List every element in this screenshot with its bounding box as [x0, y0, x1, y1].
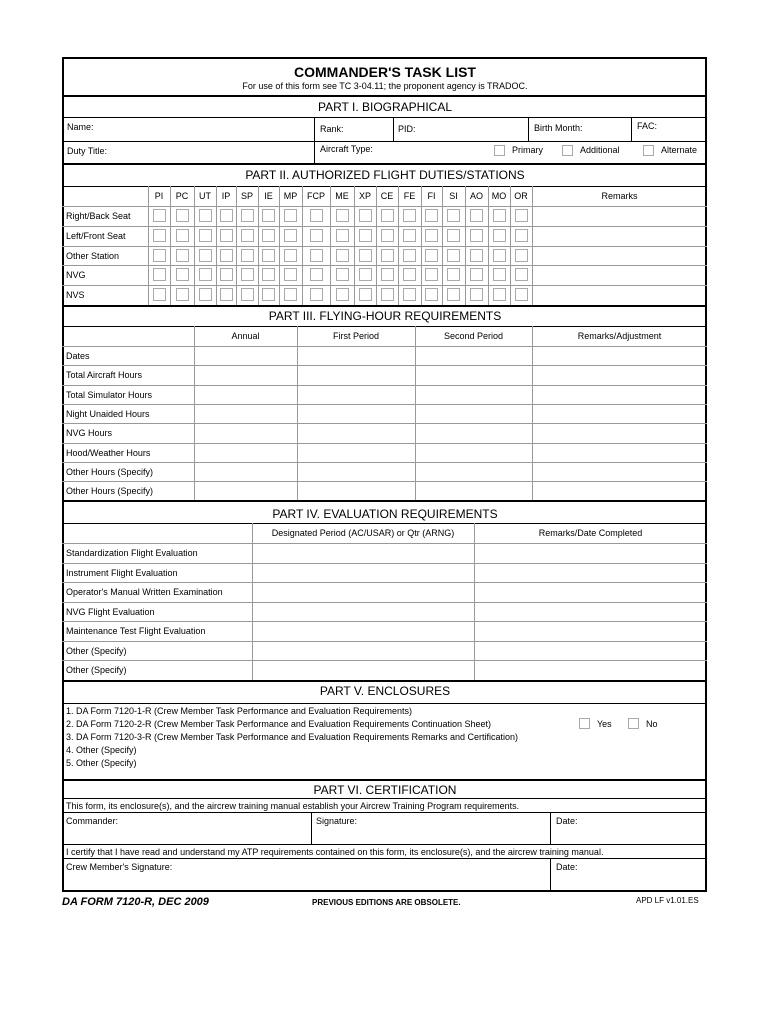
eval-input-cell[interactable]	[253, 622, 473, 640]
hours-input-cell[interactable]	[298, 463, 414, 480]
hours-row-label: Night Unaided Hours	[66, 409, 150, 419]
eval-input-cell[interactable]	[475, 642, 706, 659]
hours-input-cell[interactable]	[533, 444, 706, 461]
duty-checkbox[interactable]	[336, 249, 349, 262]
duty-checkbox[interactable]	[153, 209, 166, 222]
duty-checkbox[interactable]	[470, 249, 483, 262]
primary-checkbox[interactable]	[494, 145, 505, 156]
primary-label: Primary	[512, 145, 543, 155]
duty-checkbox[interactable]	[470, 268, 483, 281]
duty-checkbox[interactable]	[284, 229, 297, 242]
duty-checkbox[interactable]	[470, 209, 483, 222]
enclosure-item: 1. DA Form 7120-1-R (Crew Member Task Performance and Evaluation Requirements)	[66, 706, 412, 716]
duty-checkbox[interactable]	[470, 229, 483, 242]
eval-remarks-header: Remarks/Date Completed	[538, 528, 643, 538]
duty-checkbox[interactable]	[310, 229, 323, 242]
eval-row-label: Operator's Manual Written Examination	[66, 587, 223, 597]
duty-column-header: OR	[514, 191, 528, 201]
duty-checkbox[interactable]	[359, 209, 372, 222]
duty-checkbox[interactable]	[336, 268, 349, 281]
no-checkbox[interactable]	[628, 718, 639, 729]
hours-row-label: Hood/Weather Hours	[66, 448, 151, 458]
duty-checkbox[interactable]	[425, 249, 438, 262]
duty-column-header: MO	[491, 191, 507, 201]
duty-column-header: XP	[358, 191, 371, 201]
crew-date-label: Date:	[556, 862, 578, 872]
eval-input-cell[interactable]	[253, 564, 473, 581]
certify-text: I certify that I have read and understand my ATP requirements contained on this form, its enclosure(s), and the aircrew training manual.	[66, 847, 604, 857]
duty-checkbox[interactable]	[336, 209, 349, 222]
eval-period-header: Designated Period (AC/USAR) or Qtr (ARNG)	[271, 528, 455, 538]
duty-checkbox[interactable]	[447, 288, 460, 301]
hours-column-header: Remarks/Adjustment	[577, 331, 662, 341]
part2-remarks-label: Remarks	[601, 191, 638, 201]
eval-input-cell[interactable]	[253, 583, 473, 601]
duty-checkbox[interactable]	[447, 229, 460, 242]
pid-label: PID:	[398, 124, 416, 134]
duty-checkbox[interactable]	[241, 288, 254, 301]
duty-checkbox[interactable]	[153, 229, 166, 242]
part2-title: PART II. AUTHORIZED FLIGHT DUTIES/STATIONS	[245, 168, 525, 182]
hours-input-cell[interactable]	[195, 386, 296, 403]
hours-input-cell[interactable]	[195, 444, 296, 461]
duty-checkbox[interactable]	[176, 229, 189, 242]
duty-checkbox[interactable]	[262, 268, 275, 281]
duty-checkbox[interactable]	[493, 268, 506, 281]
crew-signature-label: Crew Member's Signature:	[66, 862, 173, 872]
duty-checkbox[interactable]	[153, 249, 166, 262]
duty-checkbox[interactable]	[176, 209, 189, 222]
part3-title: PART III. FLYING-HOUR REQUIREMENTS	[268, 309, 502, 323]
hours-input-cell[interactable]	[533, 366, 706, 384]
duty-column-header: ME	[335, 191, 349, 201]
duty-column-header: MP	[283, 191, 298, 201]
duty-checkbox[interactable]	[447, 209, 460, 222]
eval-row-label: Maintenance Test Flight Evaluation	[66, 626, 206, 636]
aircraft-type-label: Aircraft Type:	[320, 144, 373, 154]
part5-title: PART V. ENCLOSURES	[319, 684, 451, 698]
duty-checkbox[interactable]	[336, 229, 349, 242]
duty-checkbox[interactable]	[515, 209, 528, 222]
hours-column-header: Annual	[231, 331, 260, 341]
hours-input-cell[interactable]	[416, 366, 531, 384]
duty-checkbox[interactable]	[515, 229, 528, 242]
duty-column-header: FCP	[307, 191, 325, 201]
duty-checkbox[interactable]	[515, 268, 528, 281]
eval-row-label: Other (Specify)	[66, 646, 127, 656]
hours-input-cell[interactable]	[416, 482, 531, 499]
duty-checkbox[interactable]	[284, 288, 297, 301]
duty-checkbox[interactable]	[381, 268, 394, 281]
hours-input-cell[interactable]	[416, 386, 531, 403]
hours-input-cell[interactable]	[195, 347, 296, 364]
duty-checkbox[interactable]	[176, 288, 189, 301]
duty-checkbox[interactable]	[403, 249, 416, 262]
duty-checkbox[interactable]	[220, 229, 233, 242]
hours-input-cell[interactable]	[195, 482, 296, 499]
eval-input-cell[interactable]	[475, 661, 706, 679]
eval-input-cell[interactable]	[475, 622, 706, 640]
part1-title: PART I. BIOGRAPHICAL	[317, 100, 453, 114]
hours-input-cell[interactable]	[416, 424, 531, 442]
duty-column-header: FE	[403, 191, 416, 201]
duty-checkbox[interactable]	[359, 229, 372, 242]
birth-month-label: Birth Month:	[534, 123, 583, 133]
yes-label: Yes	[597, 719, 612, 729]
duty-checkbox[interactable]	[359, 268, 372, 281]
eval-input-cell[interactable]	[475, 603, 706, 620]
no-label: No	[646, 719, 658, 729]
name-label: Name:	[67, 122, 94, 132]
hours-input-cell[interactable]	[298, 444, 414, 461]
duty-column-header: CE	[380, 191, 394, 201]
duty-checkbox[interactable]	[310, 288, 323, 301]
duty-checkbox[interactable]	[470, 288, 483, 301]
hours-input-cell[interactable]	[416, 347, 531, 364]
eval-input-cell[interactable]	[475, 583, 706, 601]
form-subtitle: For use of this form see TC 3-04.11; the proponent agency is TRADOC.	[242, 81, 528, 91]
duty-title-label: Duty Title:	[67, 146, 108, 156]
hours-input-cell[interactable]	[298, 405, 414, 422]
duty-checkbox[interactable]	[153, 268, 166, 281]
duty-checkbox[interactable]	[381, 209, 394, 222]
duty-checkbox[interactable]	[241, 249, 254, 262]
duty-column-header: IP	[221, 191, 231, 201]
duty-checkbox[interactable]	[515, 249, 528, 262]
duty-checkbox[interactable]	[220, 288, 233, 301]
duty-checkbox[interactable]	[262, 288, 275, 301]
certification-statement: This form, its enclosure(s), and the aircrew training manual establish your Aircrew Training Program requirements.	[66, 801, 520, 811]
signature-label: Signature:	[316, 816, 358, 826]
duty-checkbox[interactable]	[381, 288, 394, 301]
duty-column-header: PI	[154, 191, 164, 201]
form-number: DA FORM 7120-R, DEC 2009	[62, 896, 209, 908]
duty-checkbox[interactable]	[425, 268, 438, 281]
duty-checkbox[interactable]	[310, 268, 323, 281]
hours-row-label: Other Hours (Specify)	[66, 486, 154, 496]
duty-checkbox[interactable]	[199, 288, 212, 301]
duty-column-header: SI	[449, 191, 458, 201]
hours-column-header: First Period	[332, 331, 379, 341]
duty-checkbox[interactable]	[493, 209, 506, 222]
duty-checkbox[interactable]	[220, 209, 233, 222]
duty-checkbox[interactable]	[241, 229, 254, 242]
hours-input-cell[interactable]	[533, 482, 706, 499]
fac-label: FAC:	[637, 121, 658, 131]
duty-row-label: NVS	[66, 290, 85, 300]
duty-column-header: IE	[264, 191, 273, 201]
additional-label: Additional	[580, 145, 620, 155]
duty-checkbox[interactable]	[515, 288, 528, 301]
hours-input-cell[interactable]	[195, 366, 296, 384]
eval-row-label: Instrument Flight Evaluation	[66, 568, 178, 578]
duty-checkbox[interactable]	[310, 249, 323, 262]
duty-row-label: NVG	[66, 270, 86, 280]
eval-input-cell[interactable]	[253, 642, 473, 659]
duty-checkbox[interactable]	[447, 249, 460, 262]
duty-checkbox[interactable]	[176, 268, 189, 281]
form-title: COMMANDER'S TASK LIST	[294, 64, 476, 80]
duty-checkbox[interactable]	[262, 249, 275, 262]
hours-row-label: Total Simulator Hours	[66, 390, 153, 400]
duty-checkbox[interactable]	[403, 229, 416, 242]
duty-checkbox[interactable]	[199, 268, 212, 281]
enclosure-item: 4. Other (Specify)	[66, 745, 137, 755]
duty-checkbox[interactable]	[403, 268, 416, 281]
alternate-checkbox[interactable]	[643, 145, 654, 156]
hours-input-cell[interactable]	[533, 405, 706, 422]
version-label: APD LF v1.01.ES	[636, 896, 699, 905]
duty-checkbox[interactable]	[336, 288, 349, 301]
duty-checkbox[interactable]	[241, 268, 254, 281]
hours-row-label: Total Aircraft Hours	[66, 370, 143, 380]
hours-row-label: Dates	[66, 351, 90, 361]
duty-checkbox[interactable]	[381, 249, 394, 262]
enclosure-item: 2. DA Form 7120-2-R (Crew Member Task Performance and Evaluation Requirements Continuation Sheet)	[66, 719, 492, 729]
duty-checkbox[interactable]	[359, 288, 372, 301]
duty-column-header: SP	[240, 191, 253, 201]
enclosure-item: 5. Other (Specify)	[66, 758, 137, 768]
duty-column-header: UT	[199, 191, 211, 201]
duty-checkbox[interactable]	[199, 229, 212, 242]
duty-checkbox[interactable]	[425, 229, 438, 242]
hours-row-label: Other Hours (Specify)	[66, 467, 154, 477]
eval-input-cell[interactable]	[475, 544, 706, 562]
part4-title: PART IV. EVALUATION REQUIREMENTS	[272, 507, 498, 521]
eval-row-label: Standardization Flight Evaluation	[66, 548, 198, 558]
duty-column-header: FI	[427, 191, 436, 201]
part6-title: PART VI. CERTIFICATION	[313, 783, 457, 797]
hours-input-cell[interactable]	[195, 424, 296, 442]
eval-input-cell[interactable]	[253, 661, 473, 679]
date-label: Date:	[556, 816, 578, 826]
hours-input-cell[interactable]	[416, 405, 531, 422]
hours-input-cell[interactable]	[416, 444, 531, 461]
hours-input-cell[interactable]	[195, 405, 296, 422]
hours-input-cell[interactable]	[533, 386, 706, 403]
eval-input-cell[interactable]	[253, 603, 473, 620]
duty-checkbox[interactable]	[425, 209, 438, 222]
duty-checkbox[interactable]	[447, 268, 460, 281]
duty-checkbox[interactable]	[153, 288, 166, 301]
eval-input-cell[interactable]	[475, 564, 706, 581]
hours-input-cell[interactable]	[298, 386, 414, 403]
hours-input-cell[interactable]	[298, 347, 414, 364]
hours-input-cell[interactable]	[298, 482, 414, 499]
hours-input-cell[interactable]	[195, 463, 296, 480]
obsolete-note: PREVIOUS EDITIONS ARE OBSOLETE.	[312, 898, 461, 907]
duty-checkbox[interactable]	[262, 229, 275, 242]
duty-checkbox[interactable]	[220, 249, 233, 262]
duty-checkbox[interactable]	[284, 249, 297, 262]
eval-row-label: NVG Flight Evaluation	[66, 607, 155, 617]
duty-checkbox[interactable]	[262, 209, 275, 222]
hours-input-cell[interactable]	[533, 347, 706, 364]
hours-input-cell[interactable]	[533, 463, 706, 480]
duty-checkbox[interactable]	[381, 229, 394, 242]
duty-checkbox[interactable]	[359, 249, 372, 262]
duty-column-header: PC	[175, 191, 189, 201]
duty-checkbox[interactable]	[403, 288, 416, 301]
hours-column-header: Second Period	[443, 331, 504, 341]
duty-checkbox[interactable]	[284, 209, 297, 222]
commander-label: Commander:	[66, 816, 119, 826]
hours-input-cell[interactable]	[533, 424, 706, 442]
duty-row-label: Right/Back Seat	[66, 211, 131, 221]
duty-checkbox[interactable]	[199, 249, 212, 262]
duty-checkbox[interactable]	[493, 249, 506, 262]
duty-checkbox[interactable]	[493, 229, 506, 242]
duty-checkbox[interactable]	[493, 288, 506, 301]
duty-row-label: Left/Front Seat	[66, 231, 126, 241]
duty-checkbox[interactable]	[220, 268, 233, 281]
yes-checkbox[interactable]	[579, 718, 590, 729]
duty-checkbox[interactable]	[403, 209, 416, 222]
enclosure-item: 3. DA Form 7120-3-R (Crew Member Task Performance and Evaluation Requirements Remarks and Certification)	[66, 732, 519, 742]
duty-checkbox[interactable]	[284, 268, 297, 281]
duty-checkbox[interactable]	[241, 209, 254, 222]
hours-row-label: NVG Hours	[66, 428, 113, 438]
rank-label: Rank:	[320, 124, 344, 134]
duty-column-header: AO	[469, 191, 483, 201]
duty-checkbox[interactable]	[310, 209, 323, 222]
duty-checkbox[interactable]	[176, 249, 189, 262]
duty-checkbox[interactable]	[199, 209, 212, 222]
hours-input-cell[interactable]	[416, 463, 531, 480]
eval-input-cell[interactable]	[253, 544, 473, 562]
duty-checkbox[interactable]	[425, 288, 438, 301]
additional-checkbox[interactable]	[562, 145, 573, 156]
alternate-label: Alternate	[661, 145, 698, 155]
hours-input-cell[interactable]	[298, 366, 414, 384]
eval-row-label: Other (Specify)	[66, 665, 127, 675]
hours-input-cell[interactable]	[298, 424, 414, 442]
duty-row-label: Other Station	[66, 251, 120, 261]
